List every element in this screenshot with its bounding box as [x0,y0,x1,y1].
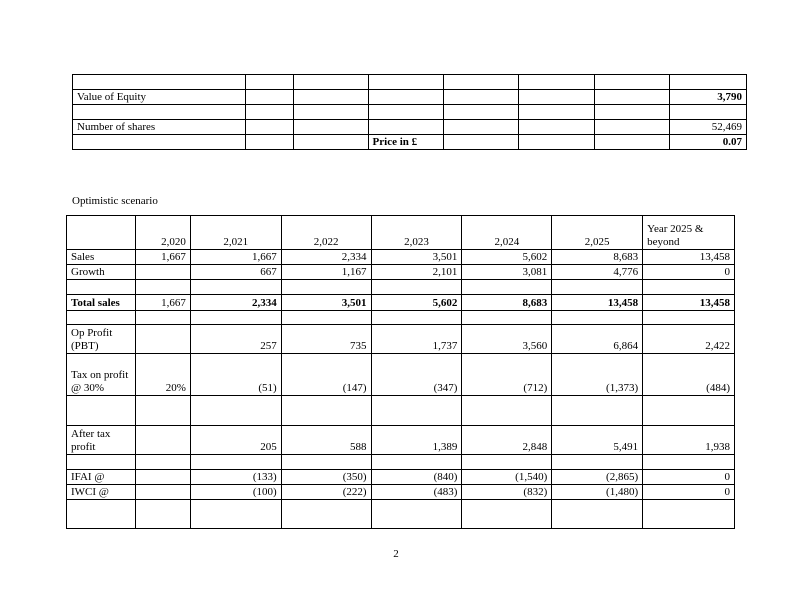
valuation-table [72,74,747,150]
table-row [67,470,735,485]
cell: 667 [190,265,281,280]
table-row [67,325,735,354]
cell: 1,667 [135,295,190,311]
cell: 8,683 [462,295,552,311]
scenario-title: Optimistic scenario [72,195,158,207]
value-of-equity: 3,790 [670,90,747,105]
cell: 3,560 [462,325,552,354]
number-of-shares: 52,469 [670,120,747,135]
cell: 2,334 [190,295,281,311]
cell: 5,602 [371,295,462,311]
cell: 4,776 [552,265,643,280]
spacer-row [67,311,735,325]
cell: (147) [281,354,371,396]
cell: (350) [281,470,371,485]
cell: 5,602 [462,250,552,265]
cell: (484) [643,354,735,396]
cell: 8,683 [552,250,643,265]
cell [135,426,190,455]
table-row [67,426,735,455]
table-row [67,485,735,500]
cell: 735 [281,325,371,354]
cell [135,325,190,354]
cell: (222) [281,485,371,500]
cell: 2,101 [371,265,462,280]
cell: 13,458 [643,250,735,265]
spacer-row [67,280,735,295]
row-label: Tax on profit @ 30% [67,354,136,396]
table-row [67,265,735,280]
cell [135,470,190,485]
table-row [73,90,747,105]
cell: (840) [371,470,462,485]
scenario-table [66,215,735,529]
header-cell: 2,022 [281,216,371,250]
spacer-row [67,455,735,470]
cell: 205 [190,426,281,455]
cell: (347) [371,354,462,396]
row-label: IFAI @ [67,470,136,485]
page-number: 2 [393,548,399,560]
spacer-row [67,396,735,426]
cell: 1,667 [135,250,190,265]
row-label: Sales [67,250,136,265]
row-label: After tax profit [67,426,136,455]
cell [135,265,190,280]
cell: 1,938 [643,426,735,455]
header-row [67,216,735,250]
cell: 588 [281,426,371,455]
table-row [73,75,747,90]
table-row [73,105,747,120]
row-label: Growth [67,265,136,280]
row-label: IWCI @ [67,485,136,500]
table-row [67,295,735,311]
header-cell: 2,024 [462,216,552,250]
cell: 13,458 [552,295,643,311]
table-row [67,354,735,396]
cell: (483) [371,485,462,500]
cell: (51) [190,354,281,396]
cell [135,485,190,500]
header-cell: 2,020 [135,216,190,250]
header-cell: 2,025 [552,216,643,250]
value-of-equity-label: Value of Equity [73,90,246,105]
cell: (1,540) [462,470,552,485]
price-value: 0.07 [670,135,747,150]
row-label: Op Profit (PBT) [67,325,136,354]
spacer-row [67,500,735,529]
table-row [67,250,735,265]
cell: 0 [643,485,735,500]
cell: 1,389 [371,426,462,455]
cell: 257 [190,325,281,354]
cell: 3,501 [371,250,462,265]
cell: (100) [190,485,281,500]
cell: (712) [462,354,552,396]
cell: 2,334 [281,250,371,265]
cell: 6,864 [552,325,643,354]
table-row [73,120,747,135]
cell: (1,480) [552,485,643,500]
cell: 5,491 [552,426,643,455]
cell: 1,737 [371,325,462,354]
number-of-shares-label: Number of shares [73,120,246,135]
header-cell: 2,021 [190,216,281,250]
cell: 3,501 [281,295,371,311]
cell: 0 [643,265,735,280]
cell: 1,667 [190,250,281,265]
cell: 13,458 [643,295,735,311]
cell: 3,081 [462,265,552,280]
cell: 0 [643,470,735,485]
header-cell [67,216,136,250]
header-cell: 2,023 [371,216,462,250]
cell: (133) [190,470,281,485]
header-cell: Year 2025 & beyond [643,216,735,250]
cell: (832) [462,485,552,500]
cell: 2,848 [462,426,552,455]
cell: (1,373) [552,354,643,396]
cell: 20% [135,354,190,396]
cell: (2,865) [552,470,643,485]
cell: 2,422 [643,325,735,354]
row-label: Total sales [67,295,136,311]
price-label: Price in £ [368,135,444,150]
cell: 1,167 [281,265,371,280]
table-row [73,135,747,150]
